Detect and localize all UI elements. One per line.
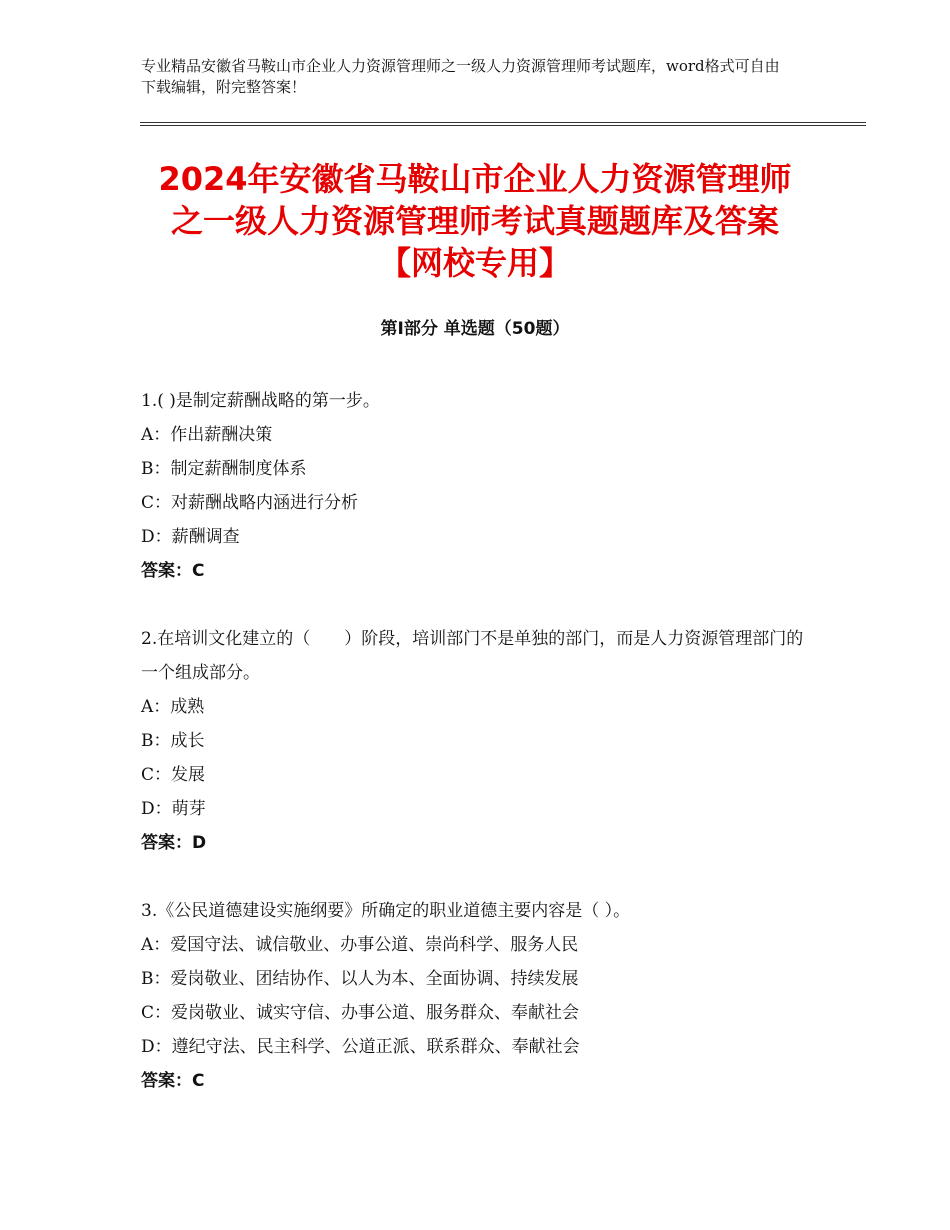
answer: 答案：C bbox=[141, 1071, 205, 1091]
option-c: C：爱岗敬业、诚实守信、办事公道、服务群众、奉献社会 bbox=[141, 1003, 580, 1023]
question-stem: 2.在培训文化建立的（ ）阶段，培训部门不是单独的部门，而是人力资源管理部门的一个组成部分。 bbox=[141, 629, 804, 683]
document-title bbox=[100, 158, 850, 284]
option-b: B：成长 bbox=[141, 731, 205, 751]
option-d: D：遵纪守法、民主科学、公道正派、联系群众、奉献社会 bbox=[141, 1037, 580, 1057]
answer: 答案：D bbox=[141, 833, 207, 853]
option-c: C：对薪酬战略内涵进行分析 bbox=[141, 493, 359, 513]
option-d: D：萌芽 bbox=[141, 799, 206, 819]
question-3 bbox=[141, 894, 811, 1098]
question-stem: 1.( )是制定薪酬战略的第一步。 bbox=[141, 391, 380, 411]
option-a: A：成熟 bbox=[141, 697, 205, 717]
option-c: C：发展 bbox=[141, 765, 206, 785]
section-title: 第Ⅰ部分 单选题（50题） bbox=[380, 319, 570, 339]
option-d: D：薪酬调查 bbox=[141, 527, 240, 547]
question-2 bbox=[141, 622, 811, 860]
option-a: A：作出薪酬决策 bbox=[141, 425, 273, 445]
option-b: B：制定薪酬制度体系 bbox=[141, 459, 307, 479]
answer: 答案：C bbox=[141, 561, 205, 581]
header-divider bbox=[140, 122, 866, 126]
question-1 bbox=[141, 384, 811, 588]
title-line-3: 【网校专用】 bbox=[378, 244, 571, 282]
option-a: A：爱国守法、诚信敬业、办事公道、崇尚科学、服务人民 bbox=[141, 935, 579, 955]
option-b: B：爱岗敬业、团结协作、以人为本、全面协调、持续发展 bbox=[141, 969, 579, 989]
question-list bbox=[141, 384, 811, 1132]
title-line-2: 之一级人力资源管理师考试真题题库及答案 bbox=[170, 202, 779, 240]
question-stem: 3.《公民道德建设实施纲要》所确定的职业道德主要内容是（ ）。 bbox=[141, 901, 631, 921]
header-note: 专业精品安徽省马鞍山市企业人力资源管理师之一级人力资源管理师考试题库，word格式可自由下载编辑，附完整答案！ bbox=[141, 57, 780, 96]
title-line-1: 2024年安徽省马鞍山市企业人力资源管理师 bbox=[158, 160, 792, 198]
